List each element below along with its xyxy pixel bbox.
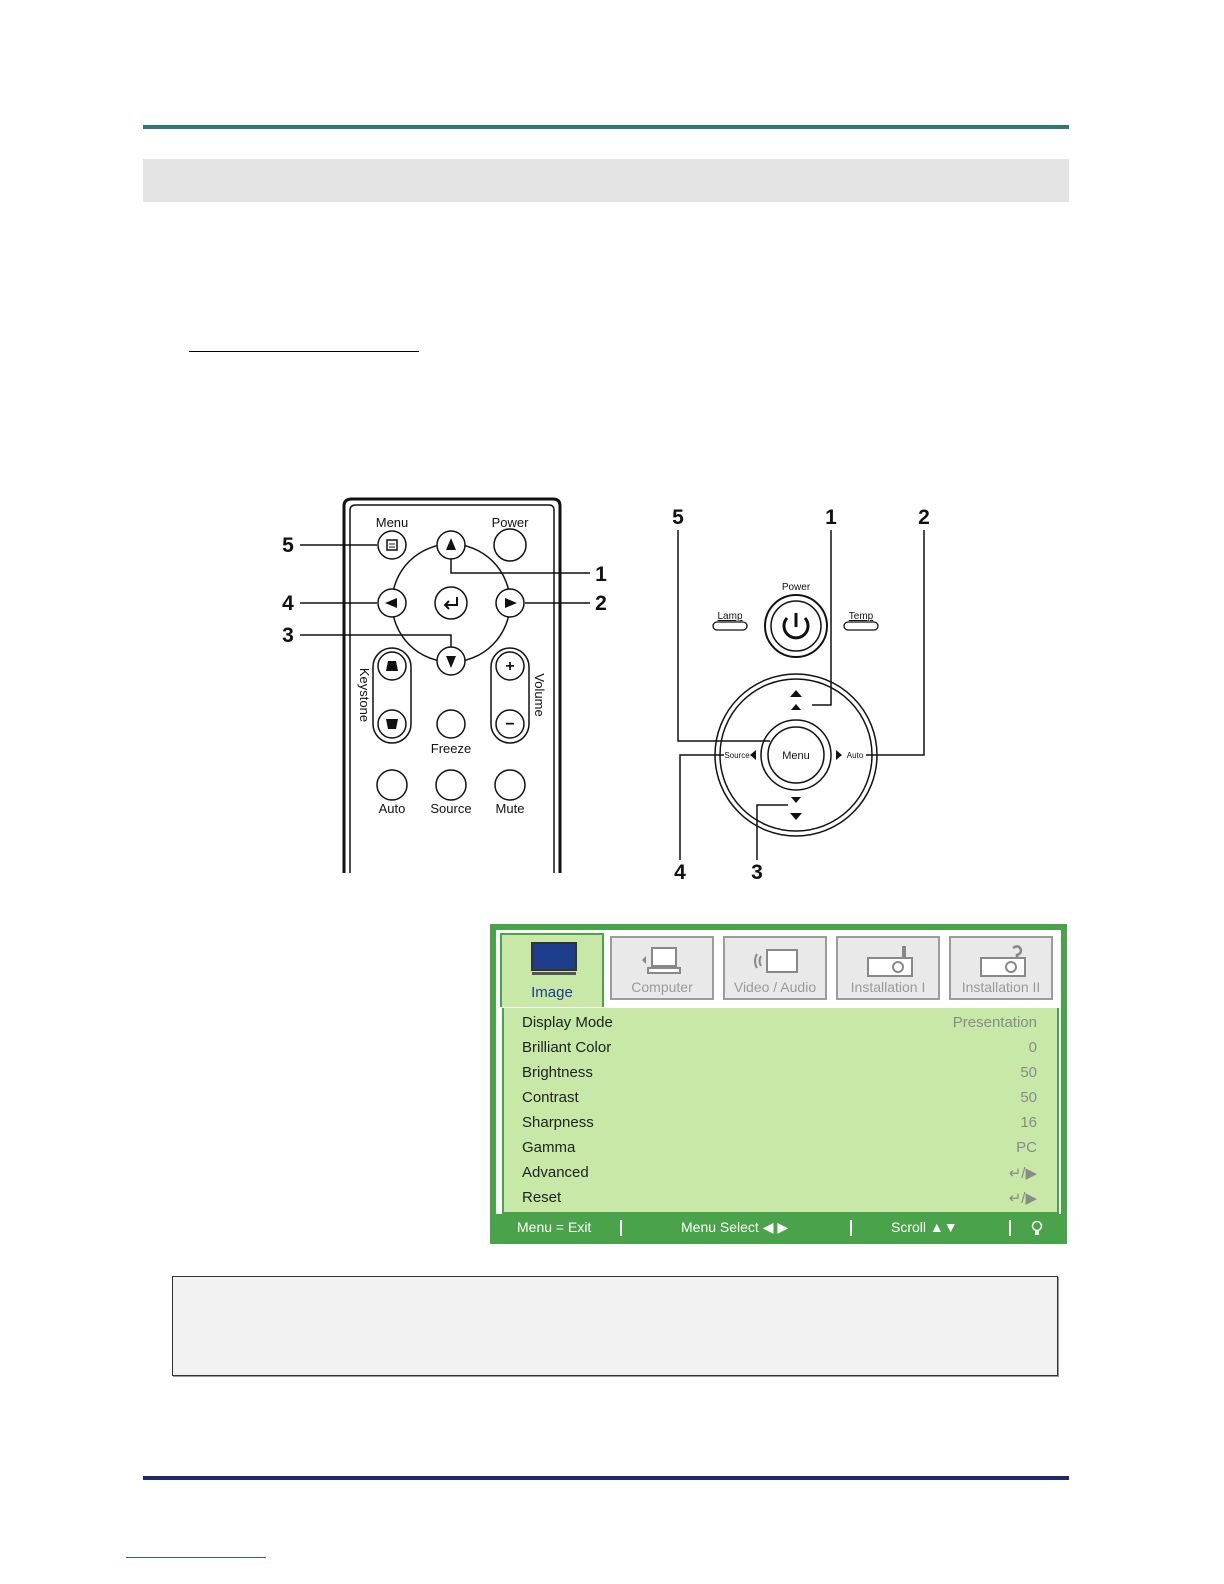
tab-image[interactable] — [500, 933, 604, 1007]
lamp-label: Lamp — [717, 611, 743, 622]
panel-callout-2: 2 — [918, 506, 930, 529]
osd-row-reset[interactable] — [522, 1189, 1037, 1213]
footer-link-underline — [126, 1557, 266, 1558]
temp-led — [844, 622, 878, 630]
osd-row-value: ↵/▶ — [1008, 1190, 1037, 1207]
computer-icon — [638, 944, 690, 980]
osd-footer-scroll: Scroll ▲▼ — [891, 1219, 958, 1235]
osd-row-advanced[interactable] — [522, 1164, 1037, 1188]
tab-computer[interactable] — [610, 936, 714, 1000]
tab-image-label: Image — [531, 984, 573, 1001]
remote-callout-4: 4 — [282, 592, 294, 615]
osd-row-label: Brightness — [522, 1064, 593, 1081]
osd-row-value: Presentation — [952, 1014, 1037, 1031]
osd-row-label: Brilliant Color — [522, 1039, 612, 1056]
osd-footer-divider — [850, 1220, 852, 1236]
osd-footer-exit: Menu = Exit — [517, 1219, 592, 1235]
osd-row-display-mode[interactable] — [522, 1014, 1037, 1038]
top-rule — [143, 125, 1069, 129]
projector-panel — [672, 506, 930, 884]
remote-control — [282, 499, 607, 873]
tab-video-audio[interactable] — [723, 936, 827, 1000]
section-header-band — [143, 159, 1069, 202]
tab-installation-i[interactable] — [836, 936, 940, 1000]
video-audio-icon — [751, 944, 803, 980]
panel-source-label: Source — [724, 751, 750, 760]
remote-menu-button[interactable] — [378, 531, 406, 559]
remote-enter-button[interactable] — [435, 587, 467, 619]
osd-row-sharpness[interactable] — [522, 1114, 1037, 1138]
panel-callout-5: 5 — [672, 506, 684, 529]
remote-menu-label: Menu — [375, 515, 409, 530]
osd-row-label: Contrast — [522, 1089, 579, 1106]
osd-row-value: 0 — [1028, 1039, 1037, 1056]
volume-minus-icon: − — [505, 716, 515, 733]
controls-figure — [270, 495, 970, 885]
osd-row-label: Advanced — [522, 1164, 589, 1181]
osd-inner — [496, 930, 1061, 1214]
osd-row-value: 50 — [1020, 1064, 1037, 1081]
monitor-icon — [528, 941, 580, 977]
osd-row-label: Reset — [522, 1189, 562, 1206]
freeze-label: Freeze — [430, 741, 472, 756]
remote-power-label: Power — [491, 515, 529, 530]
remote-callout-3: 3 — [282, 624, 294, 647]
osd-row-brilliant-color[interactable] — [522, 1039, 1037, 1063]
mute-button[interactable] — [495, 770, 525, 800]
tab-computer-label: Computer — [631, 979, 693, 995]
osd-row-value: 16 — [1020, 1114, 1037, 1131]
auto-button[interactable] — [377, 770, 407, 800]
remote-callout-5: 5 — [282, 534, 294, 557]
osd-row-label: Display Mode — [522, 1014, 613, 1031]
panel-callout-4: 4 — [674, 861, 686, 884]
osd-footer-divider — [1009, 1220, 1011, 1236]
osd-footer-divider — [620, 1220, 622, 1236]
keystone-label: Keystone — [357, 667, 372, 723]
tab-installation-ii[interactable] — [949, 936, 1053, 1000]
panel-callout-3: 3 — [751, 861, 763, 884]
remote-power-button[interactable] — [494, 529, 526, 561]
keystone-down-icon — [386, 719, 398, 729]
osd-footer — [496, 1218, 1061, 1238]
panel-power-label: Power — [781, 582, 811, 593]
lamp-led — [713, 622, 747, 630]
note-box — [172, 1276, 1058, 1376]
tab-installation-i-label: Installation I — [850, 979, 926, 995]
osd-row-value: 50 — [1020, 1089, 1037, 1106]
bottom-rule — [143, 1476, 1069, 1480]
temp-label: Temp — [848, 611, 874, 622]
osd-row-label: Sharpness — [522, 1114, 594, 1131]
keystone-up-icon — [386, 661, 398, 671]
osd-footer-select: Menu Select ◀ ▶ — [681, 1219, 789, 1235]
projector-icon — [864, 944, 916, 980]
projector-help-icon — [977, 944, 1029, 980]
volume-label: Volume — [532, 673, 547, 717]
osd-row-label: Gamma — [522, 1139, 576, 1156]
osd-settings-list — [502, 1008, 1059, 1214]
osd-menu — [490, 924, 1067, 1244]
source-button[interactable] — [436, 770, 466, 800]
osd-row-gamma[interactable] — [522, 1139, 1037, 1163]
subsection-underline — [189, 351, 419, 352]
volume-plus-icon: + — [505, 658, 515, 675]
tab-video-audio-label: Video / Audio — [733, 979, 817, 995]
auto-label: Auto — [378, 801, 406, 816]
osd-row-value: PC — [1016, 1139, 1037, 1156]
panel-menu-label: Menu — [782, 750, 810, 762]
osd-row-contrast[interactable] — [522, 1089, 1037, 1113]
panel-auto-label: Auto — [846, 751, 864, 760]
osd-row-brightness[interactable] — [522, 1064, 1037, 1088]
tab-installation-ii-label: Installation II — [961, 979, 1041, 995]
panel-callout-1: 1 — [825, 506, 837, 529]
remote-callout-2: 2 — [595, 592, 607, 615]
mute-label: Mute — [495, 801, 525, 816]
osd-row-value: ↵/▶ — [1008, 1165, 1037, 1182]
remote-callout-1: 1 — [595, 563, 607, 586]
source-label: Source — [430, 801, 472, 816]
lamp-icon — [1031, 1220, 1043, 1236]
freeze-button[interactable] — [437, 710, 465, 738]
